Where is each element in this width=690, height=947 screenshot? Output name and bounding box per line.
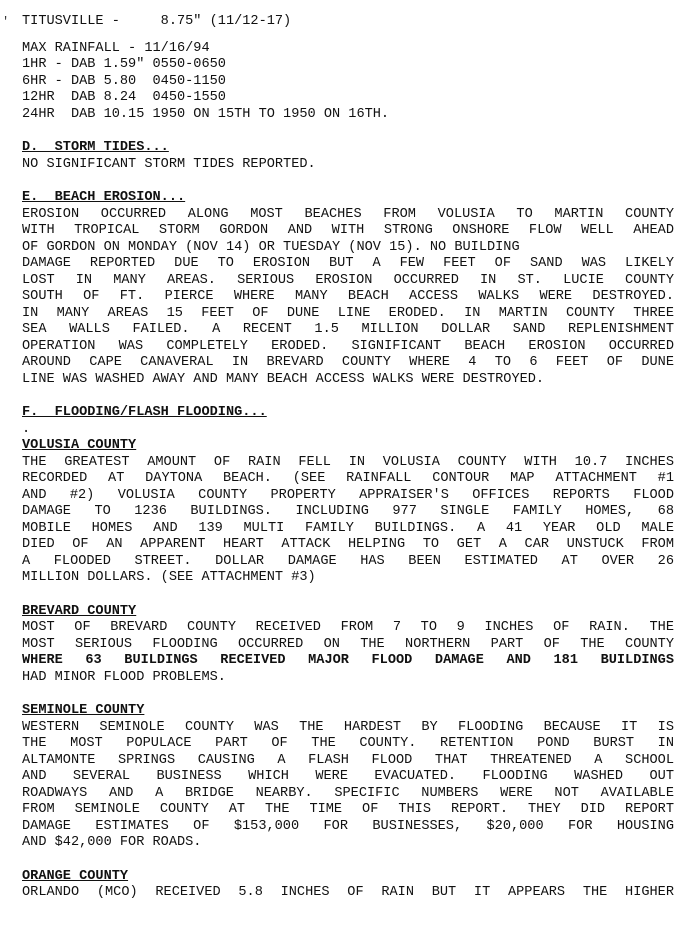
text-line: HAD MINOR FLOOD PROBLEMS. [22,669,226,685]
text-line: AND SEVERAL BUSINESS WHICH WERE EVACUATED. FLOODING WASHED OUT [22,769,674,784]
text-line: MOST OF BREVARD COUNTY RECEIVED FROM 7 TO 9 INCHES OF RAIN. THE [22,620,674,635]
text-line: SOUTH OF FT. PIERCE WHERE MANY BEACH ACCESS WALKS WERE DESTROYED. [22,289,674,304]
text-line: ALTAMONTE SPRINGS CAUSING A FLASH FLOOD THAT THREATENED A SCHOOL [22,752,674,768]
text-line: MOBILE HOMES AND 139 MULTI FAMILY BUILDINGS. A 41 YEAR OLD MALE [22,520,674,536]
text-line: ROADWAYS AND A BRIDGE NEARBY. SPECIFIC NUMBERS WERE NOT AVAILABLE [22,785,674,801]
max-rainfall-title: MAX RAINFALL - 11/16/94 [22,40,210,56]
text-line: AROUND CAPE CANAVERAL IN BREVARD COUNTY WHERE 4 TO 6 FEET OF DUNE [22,355,674,370]
county-heading: BREVARD COUNTY [22,603,137,619]
text-line: ORLANDO (MCO) RECEIVED 5.8 INCHES OF RAIN BUT IT APPEARS THE HIGHER [22,885,674,900]
section-flooding [22,405,674,902]
titusville-total: TITUSVILLE - 8.75" (11/12-17) [22,14,292,29]
text-line: LINE WAS WASHED AWAY AND MANY BEACH ACCESS WALKS WERE DESTROYED. [22,371,545,387]
county-orange [22,869,674,902]
county-heading: SEMINOLE COUNTY [22,703,145,718]
text-line: WHERE 63 BUILDINGS RECEIVED MAJOR FLOOD DAMAGE AND 181 BUILDINGS [22,653,674,668]
rainfall-row: 24HR DAB 10.15 1950 ON 15TH TO 1950 ON 16TH. [22,106,390,122]
text-line: SEA WALLS FAILED. A RECENT 1.5 MILLION DOLLAR SAND REPLENISHMENT [22,322,674,337]
text-line: WESTERN SEMINOLE COUNTY WAS THE HARDEST BY FLOODING BECAUSE IT IS [22,719,674,735]
text-line: FROM SEMINOLE COUNTY AT THE TIME OF THIS REPORT. THEY DID REPORT [22,802,674,817]
rainfall-row: 12HR DAB 8.24 0450-1550 [22,90,226,105]
county-volusia [22,438,674,587]
rainfall-summary [22,14,674,123]
text-line: MILLION DOLLARS. (SEE ATTACHMENT #3) [22,570,316,585]
text-line: THE GREATEST AMOUNT OF RAIN FELL IN VOLUSIA COUNTY WITH 10.7 INCHES [22,454,674,470]
section-storm-tides [22,140,674,173]
county-brevard [22,604,674,687]
text-line: OPERATION WAS COMPLETELY ERODED. SIGNIFICANT BEACH EROSION OCCURRED [22,338,674,354]
text-line: THE MOST POPULACE PART OF THE COUNTY. RETENTION POND BURST IN [22,736,674,751]
text-line: IN MANY AREAS 15 FEET OF DUNE LINE ERODED. IN MARTIN COUNTY THREE [22,305,674,321]
section-heading: F. FLOODING/FLASH FLOODING... [22,405,267,420]
county-heading: ORANGE COUNTY [22,868,129,884]
text-line: DIED OF AN APPARENT HEART ATTACK HELPING TO GET A CAR UNSTUCK FROM [22,537,674,552]
text-line: AND #2) VOLUSIA COUNTY PROPERTY APPRAISER'S OFFICES REPORTS FLOOD [22,487,674,503]
text-line: EROSION OCCURRED ALONG MOST BEACHES FROM VOLUSIA TO MARTIN COUNTY [22,206,674,222]
text-line: DAMAGE TO 1236 BUILDINGS. INCLUDING 977 SINGLE FAMILY HOMES, 68 [22,504,674,519]
text-line: NO SIGNIFICANT STORM TIDES REPORTED. [22,156,316,172]
section-heading: E. BEACH EROSION... [22,190,186,205]
county-seminole [22,703,674,852]
text-line: MOST SERIOUS FLOODING OCCURRED ON THE NORTHERN PART OF THE COUNTY [22,636,674,652]
section-beach-erosion [22,190,674,388]
rainfall-row: 6HR - DAB 5.80 0450-1150 [22,73,226,89]
section-heading: D. STORM TIDES... [22,140,169,155]
bullet-mark: . [22,421,31,437]
text-line: DAMAGE REPORTED DUE TO EROSION BUT A FEW FEET OF SAND WAS LIKELY [22,256,674,271]
text-line: AND $42,000 FOR ROADS. [22,835,202,850]
margin-mark: ' [2,15,10,29]
text-line: A FLOODED STREET. DOLLAR DAMAGE HAS BEEN ESTIMATED AT OVER 26 [22,553,674,569]
text-line: DAMAGE ESTIMATES OF $153,000 FOR BUSINESSES, $20,000 FOR HOUSING [22,818,674,834]
text-line: WITH TROPICAL STORM GORDON AND WITH STRONG ONSHORE FLOW WELL AHEAD [22,223,674,238]
text-line: LOST IN MANY AREAS. SERIOUS EROSION OCCURRED IN ST. LUCIE COUNTY [22,272,674,288]
rainfall-row: 1HR - DAB 1.59" 0550-0650 [22,57,226,72]
county-heading: VOLUSIA COUNTY [22,438,137,453]
document-page [2,14,674,902]
text-line: OF GORDON ON MONDAY (NOV 14) OR TUESDAY (NOV 15). NO BUILDING [22,239,520,255]
text-line: RECORDED AT DAYTONA BEACH. (SEE RAINFALL CONTOUR MAP ATTACHMENT #1 [22,471,674,486]
